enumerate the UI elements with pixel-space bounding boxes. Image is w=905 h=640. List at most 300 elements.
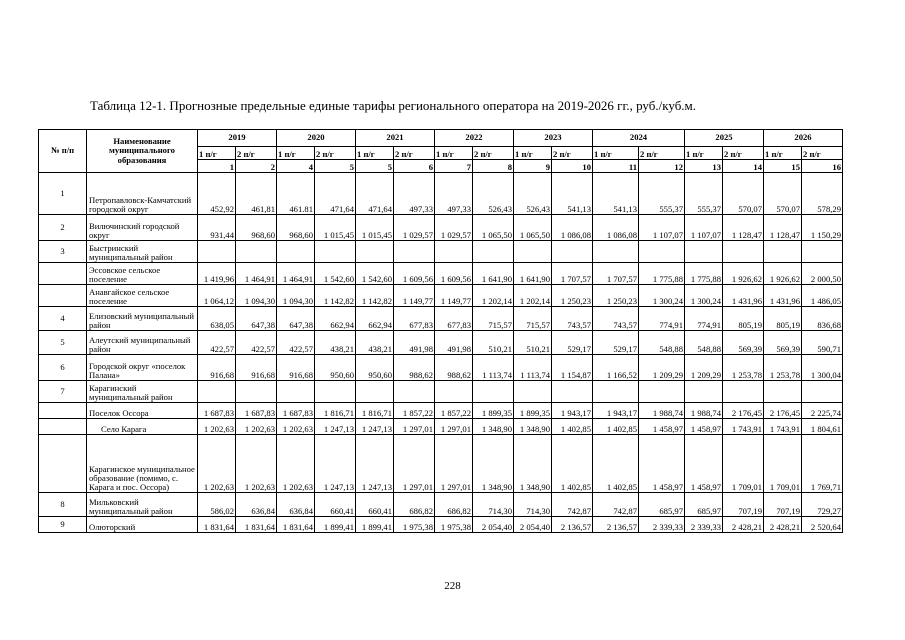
page-number: 228 xyxy=(444,580,461,592)
table-caption: Таблица 12-1. Прогнозные предельные единые тарифы регионального оператора на 2019-2026 гг., руб./куб.м. xyxy=(90,98,697,113)
tariff-value: 1 402,85 xyxy=(593,435,639,493)
header-colnum: 4 xyxy=(277,160,315,173)
header-year: 2024 xyxy=(593,130,685,147)
header-halfyear: 2 п/г xyxy=(723,147,764,160)
tariff-value: 1 202,14 xyxy=(514,285,552,307)
tariff-value: 1 149,77 xyxy=(394,285,435,307)
header-halfyear: 1 п/г xyxy=(685,147,723,160)
header-colnum: 12 xyxy=(639,160,685,173)
tariff-value: 685,97 xyxy=(685,493,723,517)
tariff-value: 836,68 xyxy=(802,307,843,331)
tariff-value: 1 149,77 xyxy=(435,285,473,307)
municipality-name: Олюторский xyxy=(87,517,198,533)
tariff-value: 2 054,40 xyxy=(514,517,552,533)
tariff-value xyxy=(685,381,723,403)
tariff-value: 1 247,13 xyxy=(356,435,394,493)
tariff-value: 662,94 xyxy=(356,307,394,331)
tariff-value: 636,84 xyxy=(277,493,315,517)
header-halfyear: 1 п/г xyxy=(593,147,639,160)
tariff-value xyxy=(764,381,802,403)
municipality-name: Карагинское муниципальное образование (помимо, с. Карага и пос. Оссора) xyxy=(87,435,198,493)
header-colnum: 15 xyxy=(764,160,802,173)
tariff-value: 1 402,85 xyxy=(552,435,593,493)
tariff-value: 1 419,96 xyxy=(198,263,236,285)
tariff-value: 1 300,24 xyxy=(639,285,685,307)
tariff-value: 1 142,82 xyxy=(315,285,356,307)
header-halfyear: 2 п/г xyxy=(802,147,843,160)
tariff-value xyxy=(277,381,315,403)
header-halfyear: 2 п/г xyxy=(552,147,593,160)
header-halfyear: 2 п/г xyxy=(236,147,277,160)
tariff-value: 636,84 xyxy=(236,493,277,517)
tariff-value: 1 899,35 xyxy=(473,403,514,419)
table-body xyxy=(39,173,843,533)
tariff-value: 1 769,71 xyxy=(802,435,843,493)
tariff-value: 1 542,60 xyxy=(315,263,356,285)
tariff-value: 1 975,38 xyxy=(435,517,473,533)
tariff-value: 916,68 xyxy=(277,355,315,381)
header-halfyear: 2 п/г xyxy=(639,147,685,160)
header-colnum: 6 xyxy=(394,160,435,173)
header-colnum: 13 xyxy=(685,160,723,173)
tariff-value: 1 247,13 xyxy=(315,435,356,493)
tariff-value xyxy=(356,241,394,263)
tariff-value: 1 458,97 xyxy=(685,435,723,493)
header-colnum: 9 xyxy=(514,160,552,173)
tariff-value: 1 609,56 xyxy=(435,263,473,285)
tariff-value: 1 975,38 xyxy=(394,517,435,533)
tariff-value: 1 431,96 xyxy=(764,285,802,307)
tariff-value: 1 348,90 xyxy=(514,419,552,435)
tariff-value: 1 086,08 xyxy=(593,215,639,241)
header-colnum: 11 xyxy=(593,160,639,173)
tariff-value: 497,33 xyxy=(394,173,435,215)
tariff-value: 1 899,41 xyxy=(356,517,394,533)
row-number: 3 xyxy=(39,241,87,263)
tariff-value: 526,43 xyxy=(514,173,552,215)
tariff-value: 1 113,74 xyxy=(473,355,514,381)
header-colnum: 16 xyxy=(802,160,843,173)
tariff-value: 586,02 xyxy=(198,493,236,517)
tariff-value: 1 348,90 xyxy=(473,435,514,493)
header-year: 2021 xyxy=(356,130,435,147)
row-number xyxy=(39,403,87,419)
table-row xyxy=(39,435,843,493)
tariff-value: 569,39 xyxy=(723,331,764,355)
header-halfyear: 2 п/г xyxy=(394,147,435,160)
tariff-value: 1 743,91 xyxy=(723,419,764,435)
tariff-value: 2 428,21 xyxy=(764,517,802,533)
header-year: 2023 xyxy=(514,130,593,147)
tariff-value: 1 113,74 xyxy=(514,355,552,381)
tariff-value: 510,21 xyxy=(514,331,552,355)
header-colnum: 8 xyxy=(473,160,514,173)
tariff-value: 2 225,74 xyxy=(802,403,843,419)
tariff-value: 1 202,63 xyxy=(277,419,315,435)
row-number xyxy=(39,435,87,493)
tariff-value: 916,68 xyxy=(198,355,236,381)
tariff-value: 1 831,64 xyxy=(236,517,277,533)
tariff-value: 988,62 xyxy=(394,355,435,381)
tariff-value: 422,57 xyxy=(236,331,277,355)
tariff-value: 1 402,85 xyxy=(593,419,639,435)
tariff-value xyxy=(593,381,639,403)
table-row xyxy=(39,355,843,381)
tariff-value: 715,57 xyxy=(514,307,552,331)
tariff-value: 555,37 xyxy=(639,173,685,215)
tariff-value: 660,41 xyxy=(356,493,394,517)
tariff-value: 1 641,90 xyxy=(473,263,514,285)
tariff-value: 1 154,87 xyxy=(552,355,593,381)
table-row xyxy=(39,307,843,331)
table-row xyxy=(39,493,843,517)
table-row xyxy=(39,381,843,403)
tariff-value xyxy=(315,241,356,263)
tariff-value: 1 464,91 xyxy=(277,263,315,285)
tariff-value: 1 926,62 xyxy=(764,263,802,285)
tariff-value: 742,87 xyxy=(593,493,639,517)
tariff-value xyxy=(277,241,315,263)
tariff-value: 2 136,57 xyxy=(593,517,639,533)
tariff-value: 526,43 xyxy=(473,173,514,215)
tariff-value: 570,07 xyxy=(723,173,764,215)
tariff-value: 548,88 xyxy=(639,331,685,355)
tariff-value: 569,39 xyxy=(764,331,802,355)
tariff-value: 2 339,33 xyxy=(639,517,685,533)
tariff-value: 548,88 xyxy=(685,331,723,355)
header-halfyear: 1 п/г xyxy=(435,147,473,160)
municipality-name: Елизовский муниципальный район xyxy=(87,307,198,331)
tariff-value: 1 015,45 xyxy=(356,215,394,241)
header-colnum: 5 xyxy=(315,160,356,173)
tariff-value: 647,38 xyxy=(277,307,315,331)
tariff-value: 1 297,01 xyxy=(435,419,473,435)
tariff-table xyxy=(38,129,843,533)
table-header xyxy=(39,130,843,173)
tariff-value: 1 402,85 xyxy=(552,419,593,435)
tariff-value xyxy=(315,381,356,403)
tariff-value: 1 542,60 xyxy=(356,263,394,285)
tariff-value: 497,33 xyxy=(435,173,473,215)
tariff-value: 1 926,62 xyxy=(723,263,764,285)
tariff-value: 805,19 xyxy=(723,307,764,331)
tariff-value: 422,57 xyxy=(277,331,315,355)
tariff-value: 1 065,50 xyxy=(514,215,552,241)
table-row xyxy=(39,263,843,285)
tariff-value: 1 107,07 xyxy=(685,215,723,241)
tariff-value: 662,94 xyxy=(315,307,356,331)
tariff-value: 1 458,97 xyxy=(639,419,685,435)
tariff-value: 461,81 xyxy=(236,173,277,215)
tariff-value: 931,44 xyxy=(198,215,236,241)
header-halfyear: 1 п/г xyxy=(514,147,552,160)
tariff-value: 1 899,35 xyxy=(514,403,552,419)
header-no: № п/п xyxy=(39,130,87,173)
header-row-years xyxy=(39,130,843,147)
tariff-value xyxy=(473,381,514,403)
tariff-value: 1 064,12 xyxy=(198,285,236,307)
tariff-value: 529,17 xyxy=(593,331,639,355)
tariff-value: 714,30 xyxy=(514,493,552,517)
table-row xyxy=(39,403,843,419)
table-row xyxy=(39,173,843,215)
header-halfyear: 2 п/г xyxy=(315,147,356,160)
tariff-value: 2 428,21 xyxy=(723,517,764,533)
tariff-value xyxy=(435,241,473,263)
header-halfyear: 2 п/г xyxy=(473,147,514,160)
tariff-value: 529,17 xyxy=(552,331,593,355)
tariff-value xyxy=(435,381,473,403)
table-row xyxy=(39,331,843,355)
tariff-value: 950,60 xyxy=(356,355,394,381)
tariff-value: 1 094,30 xyxy=(236,285,277,307)
tariff-value: 1 609,56 xyxy=(394,263,435,285)
header-halfyear: 1 п/г xyxy=(198,147,236,160)
header-year: 2019 xyxy=(198,130,277,147)
tariff-value: 1 486,05 xyxy=(802,285,843,307)
tariff-value: 1 202,63 xyxy=(236,419,277,435)
tariff-value xyxy=(639,381,685,403)
tariff-value: 950,60 xyxy=(315,355,356,381)
tariff-value: 541,13 xyxy=(593,173,639,215)
row-number: 5 xyxy=(39,331,87,355)
municipality-name: Село Карага xyxy=(87,419,198,435)
tariff-value: 1 687,83 xyxy=(198,403,236,419)
tariff-value: 1 300,04 xyxy=(802,355,843,381)
header-colnum: 14 xyxy=(723,160,764,173)
tariff-value: 1 641,90 xyxy=(514,263,552,285)
row-number xyxy=(39,285,87,307)
tariff-value xyxy=(723,381,764,403)
tariff-value: 1 253,78 xyxy=(764,355,802,381)
header-colnum: 7 xyxy=(435,160,473,173)
tariff-value: 2 136,57 xyxy=(552,517,593,533)
tariff-value xyxy=(552,241,593,263)
municipality-name: Алеутский муниципальный район xyxy=(87,331,198,355)
tariff-value: 510,21 xyxy=(473,331,514,355)
tariff-value: 685,97 xyxy=(639,493,685,517)
tariff-value: 647,38 xyxy=(236,307,277,331)
tariff-value: 2 176,45 xyxy=(723,403,764,419)
tariff-value: 1 804,61 xyxy=(802,419,843,435)
tariff-value: 438,21 xyxy=(315,331,356,355)
tariff-value: 1 128,47 xyxy=(764,215,802,241)
tariff-value: 805,19 xyxy=(764,307,802,331)
tariff-value: 1 348,90 xyxy=(473,419,514,435)
tariff-value: 1 166,52 xyxy=(593,355,639,381)
row-number xyxy=(39,419,87,435)
table-row xyxy=(39,241,843,263)
tariff-value: 1 202,14 xyxy=(473,285,514,307)
tariff-value: 715,57 xyxy=(473,307,514,331)
tariff-value xyxy=(236,381,277,403)
tariff-value: 1 015,45 xyxy=(315,215,356,241)
tariff-value: 1 202,63 xyxy=(277,435,315,493)
tariff-value: 1 247,13 xyxy=(356,419,394,435)
tariff-value: 1 297,01 xyxy=(435,435,473,493)
tariff-value: 555,37 xyxy=(685,173,723,215)
tariff-value: 1 065,50 xyxy=(473,215,514,241)
tariff-value: 461.81 xyxy=(277,173,315,215)
header-colnum: 10 xyxy=(552,160,593,173)
tariff-value: 1 943,17 xyxy=(552,403,593,419)
municipality-name: Городской округ «поселок Палана» xyxy=(87,355,198,381)
header-name: Наименование муниципального образования xyxy=(87,130,198,173)
municipality-name: Вилючинский городской округ xyxy=(87,215,198,241)
tariff-value: 1 209,29 xyxy=(685,355,723,381)
row-number xyxy=(39,263,87,285)
tariff-value: 1 142,82 xyxy=(356,285,394,307)
tariff-value xyxy=(473,241,514,263)
tariff-value xyxy=(802,241,843,263)
tariff-value: 1 943,17 xyxy=(593,403,639,419)
tariff-value: 2 339,33 xyxy=(685,517,723,533)
row-number: 6 xyxy=(39,355,87,381)
tariff-value: 1 709,01 xyxy=(723,435,764,493)
header-year: 2022 xyxy=(435,130,514,147)
tariff-value: 742,87 xyxy=(552,493,593,517)
tariff-value: 1 831,64 xyxy=(198,517,236,533)
table-row xyxy=(39,419,843,435)
tariff-value: 1 707,57 xyxy=(593,263,639,285)
table-row xyxy=(39,285,843,307)
tariff-value: 1 128,47 xyxy=(723,215,764,241)
tariff-value: 1 086,08 xyxy=(552,215,593,241)
tariff-value xyxy=(198,381,236,403)
tariff-value: 729,27 xyxy=(802,493,843,517)
tariff-table-container xyxy=(38,129,843,533)
row-number: 4 xyxy=(39,307,87,331)
tariff-value: 2 000,50 xyxy=(802,263,843,285)
tariff-value xyxy=(236,241,277,263)
tariff-value: 1 857,22 xyxy=(435,403,473,419)
tariff-value xyxy=(198,241,236,263)
tariff-value: 743,57 xyxy=(552,307,593,331)
tariff-value: 570,07 xyxy=(764,173,802,215)
tariff-value: 774,91 xyxy=(639,307,685,331)
row-number: 7 xyxy=(39,381,87,403)
tariff-value: 1 202,63 xyxy=(236,435,277,493)
tariff-value: 686,82 xyxy=(394,493,435,517)
tariff-value: 686,82 xyxy=(435,493,473,517)
tariff-value: 2 176,45 xyxy=(764,403,802,419)
tariff-value: 1 816,71 xyxy=(356,403,394,419)
tariff-value xyxy=(514,381,552,403)
tariff-value: 1 687,83 xyxy=(236,403,277,419)
tariff-value: 1 707,57 xyxy=(552,263,593,285)
tariff-value: 1 209,29 xyxy=(639,355,685,381)
tariff-value: 1 253,78 xyxy=(723,355,764,381)
municipality-name: Мильковский муниципальный район xyxy=(87,493,198,517)
tariff-value: 1 250,23 xyxy=(593,285,639,307)
tariff-value: 707,19 xyxy=(764,493,802,517)
tariff-value: 1 816,71 xyxy=(315,403,356,419)
row-number: 2 xyxy=(39,215,87,241)
tariff-value xyxy=(639,241,685,263)
tariff-value: 491,98 xyxy=(435,331,473,355)
tariff-value: 1 094,30 xyxy=(277,285,315,307)
tariff-value: 988,62 xyxy=(435,355,473,381)
tariff-value: 491,98 xyxy=(394,331,435,355)
header-year: 2026 xyxy=(764,130,843,147)
tariff-value: 2 520,64 xyxy=(802,517,843,533)
municipality-name: Эссовское сельское поселение xyxy=(87,263,198,285)
tariff-value: 471,64 xyxy=(315,173,356,215)
row-number: 9 xyxy=(39,517,87,533)
tariff-value: 743,57 xyxy=(593,307,639,331)
tariff-value: 1 250,23 xyxy=(552,285,593,307)
header-year: 2025 xyxy=(685,130,764,147)
tariff-value: 1 709,01 xyxy=(764,435,802,493)
table-row xyxy=(39,215,843,241)
municipality-name: Карагинский муниципальный район xyxy=(87,381,198,403)
tariff-value: 1 029,57 xyxy=(435,215,473,241)
tariff-value: 1 857,22 xyxy=(394,403,435,419)
tariff-value: 1 458,97 xyxy=(685,419,723,435)
tariff-value: 1 202,63 xyxy=(198,435,236,493)
tariff-value: 1 150,29 xyxy=(802,215,843,241)
tariff-value: 916,68 xyxy=(236,355,277,381)
tariff-value: 1 029,57 xyxy=(394,215,435,241)
header-halfyear: 1 п/г xyxy=(764,147,802,160)
municipality-name: Быстринский муниципальный район xyxy=(87,241,198,263)
tariff-value: 1 348,90 xyxy=(514,435,552,493)
tariff-value: 714,30 xyxy=(473,493,514,517)
tariff-value: 1 107,07 xyxy=(639,215,685,241)
header-colnum: 5 xyxy=(356,160,394,173)
tariff-value: 677,83 xyxy=(394,307,435,331)
tariff-value xyxy=(764,241,802,263)
tariff-value: 541,13 xyxy=(552,173,593,215)
tariff-value xyxy=(802,381,843,403)
municipality-name: Поселок Оссора xyxy=(87,403,198,419)
tariff-value: 422,57 xyxy=(198,331,236,355)
tariff-value: 1 431,96 xyxy=(723,285,764,307)
tariff-value xyxy=(514,241,552,263)
tariff-value: 1 831,64 xyxy=(277,517,315,533)
tariff-value: 1 775,88 xyxy=(639,263,685,285)
tariff-value: 1 458,97 xyxy=(639,435,685,493)
header-year: 2020 xyxy=(277,130,356,147)
tariff-value: 660,41 xyxy=(315,493,356,517)
tariff-value: 2 054,40 xyxy=(473,517,514,533)
header-halfyear: 1 п/г xyxy=(277,147,315,160)
tariff-value: 1 988,74 xyxy=(685,403,723,419)
tariff-value: 1 687,83 xyxy=(277,403,315,419)
tariff-value: 968,60 xyxy=(236,215,277,241)
tariff-value xyxy=(685,241,723,263)
tariff-value: 1 297,01 xyxy=(394,419,435,435)
tariff-value: 1 775,88 xyxy=(685,263,723,285)
tariff-value: 471,64 xyxy=(356,173,394,215)
tariff-value: 1 202,63 xyxy=(198,419,236,435)
municipality-name: Петропавловск-Камчатский городской округ xyxy=(87,173,198,215)
tariff-value: 1 300,24 xyxy=(685,285,723,307)
tariff-value: 438,21 xyxy=(356,331,394,355)
tariff-value xyxy=(356,381,394,403)
tariff-value: 578,29 xyxy=(802,173,843,215)
tariff-value: 452,92 xyxy=(198,173,236,215)
table-row xyxy=(39,517,843,533)
tariff-value: 638,05 xyxy=(198,307,236,331)
tariff-value xyxy=(723,241,764,263)
municipality-name: Анавгайское сельское поселение xyxy=(87,285,198,307)
tariff-value xyxy=(593,241,639,263)
row-number: 1 xyxy=(39,173,87,215)
tariff-value: 1 464,91 xyxy=(236,263,277,285)
tariff-value: 774,91 xyxy=(685,307,723,331)
tariff-value: 677,83 xyxy=(435,307,473,331)
